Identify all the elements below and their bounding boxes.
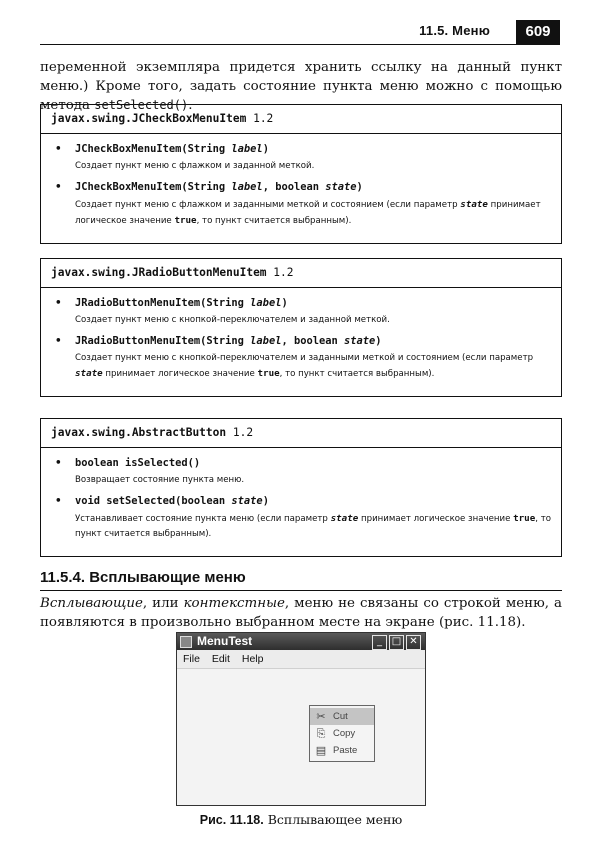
close-icon[interactable]: ✕ <box>406 635 421 650</box>
api-method-signature: • JRadioButtonMenuItem(String label, boolean state) <box>55 335 382 347</box>
popup-menu <box>309 705 375 762</box>
popup-item-paste[interactable]: ▤ Paste <box>315 743 358 757</box>
figure-menutest-window <box>176 632 426 806</box>
api-method-description: Создает пункт меню с флажком и заданными меткой и состоянием (если параметр state принимает логическое значение true, то пункт считается выбранным). <box>75 199 541 226</box>
api-method-signature: • JCheckBoxMenuItem(String label, boolean state) <box>55 181 363 193</box>
menu-help[interactable]: Help <box>241 653 264 665</box>
api-class-name: javax.swing.JRadioButtonMenuItem <box>51 266 267 279</box>
api-method-description: Создает пункт меню с флажком и заданной меткой. <box>75 161 315 171</box>
api-method-description: Создает пункт меню с кнопкой-переключателем и заданными меткой и состоянием (если параметр state принимает логическое значение true, то пункт считается выбранным). <box>75 353 534 379</box>
popup-item-copy[interactable]: ⎘ Copy <box>316 726 356 740</box>
menu-file[interactable]: File <box>183 653 200 665</box>
intro-method: setSelected() <box>94 98 189 112</box>
api-method-description: Устанавливает состояние пункта меню (если параметр state принимает логическое значение true, то пункт считается выбранным). <box>75 513 551 539</box>
intro-text-1: переменной экземпляра придется хранить ссылку на данный пункт меню.) Кроме того, задать состояние пункта меню можно с помощью метода <box>40 60 562 113</box>
menu-bar <box>177 650 425 669</box>
api-version: 1.2 <box>253 112 274 125</box>
running-head-title: 11.5. Меню <box>419 23 490 38</box>
api-box-abstractbutton <box>40 418 562 557</box>
api-box-header <box>41 419 561 448</box>
paste-icon: ▤ <box>315 743 327 757</box>
api-class-name: javax.swing.AbstractButton <box>51 426 227 439</box>
figure-caption: Рис. 11.18. Всплывающее меню <box>199 812 403 827</box>
popup-item-cut[interactable]: ✂ Cut <box>310 708 374 725</box>
intro-text-2: . <box>188 98 193 113</box>
api-method-signature: • void setSelected(boolean state) <box>55 495 269 507</box>
scissors-icon: ✂ <box>316 709 326 723</box>
api-method-signature: • JRadioButtonMenuItem(String label) <box>55 297 288 309</box>
copy-icon: ⎘ <box>316 726 326 740</box>
running-head <box>40 22 560 45</box>
api-box-header <box>41 105 561 134</box>
section-paragraph: Всплывающие, или контекстные, меню не связаны со строкой меню, а появляются в произвольно выбранном месте на экране (рис. 11.18). <box>40 596 562 630</box>
page-number: 609 <box>516 20 560 44</box>
api-box-header <box>41 259 561 288</box>
window-app-icon <box>180 636 192 648</box>
menu-edit[interactable]: Edit <box>211 653 230 665</box>
api-box-jradiobuttonmenuitem <box>40 258 562 397</box>
api-method-description: Возвращает состояние пункта меню. <box>75 475 245 485</box>
api-version: 1.2 <box>232 426 254 439</box>
window-titlebar <box>177 633 425 650</box>
api-method-description: Создает пункт меню с кнопкой-переключателем и заданной меткой. <box>75 315 390 325</box>
api-version: 1.2 <box>273 266 294 279</box>
section-heading: 11.5.4. Всплывающие меню <box>40 568 562 591</box>
api-class-name: javax.swing.JCheckBoxMenuItem <box>51 112 247 125</box>
api-method-signature: • JCheckBoxMenuItem(String label) <box>55 143 269 155</box>
maximize-icon[interactable]: □ <box>389 635 404 650</box>
api-method-signature: • boolean isSelected() <box>55 457 201 469</box>
minimize-icon[interactable]: _ <box>372 635 387 650</box>
api-box-jcheckboxmenuitem <box>40 104 562 244</box>
window-title: MenuTest <box>197 634 253 648</box>
